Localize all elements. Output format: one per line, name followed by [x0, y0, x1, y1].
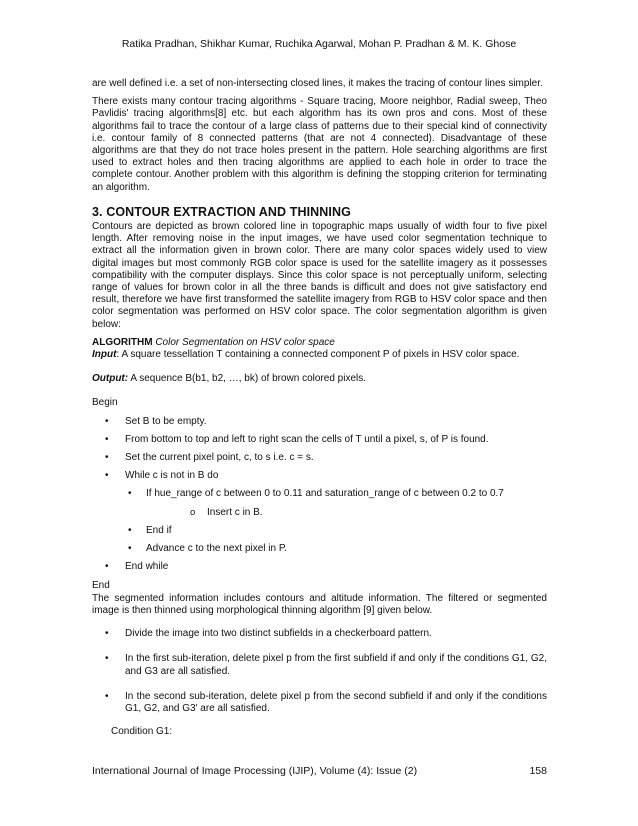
footer-journal: International Journal of Image Processing (IJIP), Volume (4): Issue (2) [92, 765, 418, 777]
algorithm-begin: Begin [92, 397, 118, 409]
paragraph-tracing-algorithms: There exists many contour tracing algorithms - Square tracing, Moore neighbor, Radial sweep, Theo Pavlidis' tracing algorithms[8] etc. but each algorithm has its own pros and cons. Most of these algorithms fail to trace the contour of a large class of patterns due to their special kind of connectivity i.e. contour family of 8 connected patterns (that are not 4 connected). Disadvantage of these algorithms are that they do not trace holes present in the pattern. Hole searching algorithms are first used to extract holes and then tracing algorithms are applied to each hole in order to trace the complete contour. Another problem with this algorithm is defining the stopping criterion for terminating an algorithm. [92, 96, 547, 193]
algorithm-title-line [92, 337, 547, 349]
algorithm-label: ALGORITHM [92, 336, 153, 348]
algorithm-output-line [92, 373, 547, 385]
algorithm-end-if-step: • End if [92, 525, 547, 537]
paragraph-continuation: are well defined i.e. a set of non-intersecting closed lines, it makes the tracing of contour lines simpler. [92, 78, 543, 89]
algorithm-step: • From bottom to top and left to right scan the cells of T until a pixel, s, of P is found. [92, 434, 547, 446]
algorithm-input-text: : A square tessellation T containing a connected component P of pixels in HSV color space. [116, 349, 520, 361]
thinning-step: • Divide the image into two distinct subfields in a checkerboard pattern. [92, 628, 547, 640]
algorithm-step: • While c is not in B do [92, 470, 547, 482]
main-content [92, 78, 547, 738]
running-header-authors: Ratika Pradhan, Shikhar Kumar, Ruchika Agarwal, Mohan P. Pradhan & M. K. Ghose [121, 38, 517, 50]
algorithm-title: Color Segmentation on HSV color space [155, 336, 335, 348]
footer-page-number: 158 [529, 765, 547, 777]
algorithm-steps-list [92, 416, 547, 574]
algorithm-advance-step: • Advance c to the next pixel in P. [92, 543, 547, 555]
algorithm-input-line [92, 349, 547, 361]
thinning-step: • In the first sub-iteration, delete pixel p from the first subfield if and only if the conditions G1, G2, and G3 are all satisfied. [92, 653, 547, 677]
algorithm-step: • Set B to be empty. [92, 416, 547, 428]
algorithm-insert-step: o Insert c in B. [92, 507, 547, 519]
algorithm-end-while-step: • End while [92, 561, 547, 573]
thinning-paragraph: The segmented information includes contours and altitude information. The filtered or segmented image is then thinned using morphological thinning algorithm [9] given below. [92, 592, 547, 616]
thinning-step: • In the second sub-iteration, delete pixel p from the second subfield if and only if the conditions G1, G2, and G3' are all satisfied. [92, 691, 547, 715]
algorithm-output-label: Output: [92, 373, 129, 385]
section-heading: 3. CONTOUR EXTRACTION AND THINNING [92, 204, 351, 219]
algorithm-input-label: Input [92, 349, 117, 361]
section-intro-paragraph: Contours are depicted as brown colored line in topographic maps usually of width four to five pixel length. After removing noise in the input images, we have used color segmentation technique to extract all the information given in brown color. There are many color spaces widely used to view digital images but most commonly RGB color space is used for the satellite imagery as it possesses compatibility with the computer displays. Since this color space is not perceptually uniform, selecting range of values for brown color in all the three bands is difficult and does not give satisfactory end result, therefore we have first transformed the satellite imagery from RGB to HSV color space and then color segmentation was performed on HSV color space. The color segmentation algorithm is given below: [92, 221, 547, 330]
condition-g1-label: Condition G1: [111, 726, 173, 738]
algorithm-step: • Set the current pixel point, c, to s i.e. c = s. [92, 452, 547, 464]
thinning-steps-list [92, 628, 547, 715]
algorithm-output-text: A sequence B(b1, b2, …, bk) of brown colored pixels. [128, 373, 367, 385]
algorithm-if-step: • If hue_range of c between 0 to 0.11 and saturation_range of c between 0.2 to 0.7 [92, 488, 547, 500]
page-footer [92, 765, 547, 777]
algorithm-end: End [92, 579, 110, 591]
